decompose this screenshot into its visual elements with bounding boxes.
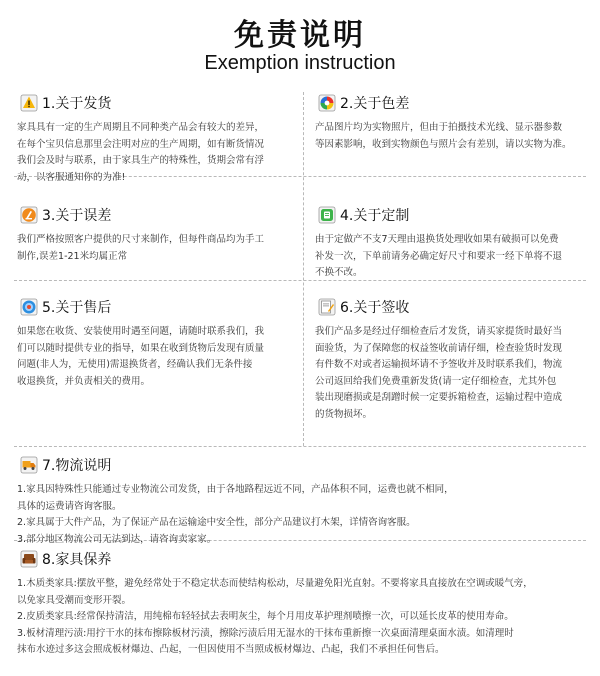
section-text-line: 有件数不对或者运输损坏请不予签收并及时联系我们，物流 (315, 359, 563, 371)
column-divider (303, 92, 304, 446)
section-title: 2.关于色差 (340, 96, 410, 112)
section-furniture-care (14, 546, 590, 659)
row-divider (14, 446, 586, 447)
section-after-sales (14, 294, 302, 390)
section-text-line: 动，以客服通知你的为准! (17, 171, 126, 183)
section-text-line: 面验货，为了保障您的权益签收前请仔细，检查验货时发现 (315, 342, 563, 354)
section-title: 6.关于签收 (340, 300, 410, 316)
section-text-line: 在每个宝贝信息那里会注明对应的生产周期，如有断货情况 (17, 138, 265, 150)
section-text-line: 我们产品多是经过仔细检查后才发货，请买家提货时最好当 (315, 326, 563, 337)
section-color-difference (312, 90, 594, 153)
section-text-line: 制作,误差1-21米均属正常 (17, 250, 128, 262)
section-text-line: 我们严格按照客户提供的尺寸来制作，但每件商品均为手工 (17, 234, 265, 245)
custom-order-icon (318, 206, 336, 224)
section-error-tolerance (14, 202, 302, 265)
section-text-line: 1.木质类家具:摆放平整，避免经常处于不稳定状态而使结构松动，尽量避免阳光直射。不要将家具直接放在空调或暖气旁， (17, 578, 533, 589)
section-title: 5.关于售后 (42, 300, 112, 316)
section-text-line: 3.板材清理污渍:用拧干水的抹布擦除板材污渍，擦除污渍后用无湿水的干抹布重新擦一次桌面清理桌面水渍。如清理时 (17, 627, 514, 639)
section-text-line: 收退换货，并负责相关的费用。 (17, 375, 151, 387)
section-text-line: 抹布水迹过多这会照成板材爆边、凸起，一但因使用不当照成板材爆边、凸起，我们不承担任何售后。 (17, 644, 445, 656)
color-palette-icon (318, 94, 336, 112)
section-text-line: 的货物损坏。 (315, 408, 373, 420)
ruler-icon (20, 206, 38, 224)
section-text-line: 如果您在收货、安装使用时遇至问题，请随时联系我们，我 (17, 326, 265, 337)
section-title: 4.关于定制 (340, 208, 410, 224)
section-text-line: 以免家具受潮而变形开裂。 (17, 594, 132, 606)
section-text-line: 问题(非人为，无使用)需退换货者，经确认我们无条件接 (17, 359, 253, 371)
section-text-line: 公司返回给我们免费重新发货(请一定仔细检查，尤其外包 (315, 375, 557, 387)
section-text-line: 补发一次，下单前请务必确定好尺寸和要求一经下单将不退 (315, 250, 563, 262)
section-title: 1.关于发货 (42, 96, 112, 112)
section-text-line: 由于定做产不支7天理由退换货处理收如果有破损可以免费 (315, 234, 559, 245)
section-title: 3.关于误差 (42, 208, 112, 224)
section-logistics (14, 452, 590, 548)
section-text-line: 1.家具因特殊性只能通过专业物流公司发货，由于各地路程远近不同，产品体积不同，运费也就不相同， (17, 484, 454, 495)
after-sales-icon (20, 298, 38, 316)
section-text-line: 3.部分地区物流公司无法到达，请咨询卖家家。 (17, 533, 217, 545)
section-text-line: 我们会及时与联系，由于家具生产的特殊性，货期会常有浮 (17, 155, 265, 167)
section-text-line: 等因素影响，收到实物颜色与照片会有差别，请以实物为准。 (315, 138, 572, 150)
section-customization (312, 202, 594, 282)
section-title: 8.家具保养 (42, 552, 112, 568)
section-text-line: 具体的运费请咨询客服。 (17, 500, 122, 512)
section-sign-for (312, 294, 594, 424)
section-text-line: 2.皮质类家具:经常保持清洁，用纯棉布轻轻拭去表明灰尘，每个月用皮革护理剂喷擦一次，可以延长皮革的使用寿命。 (17, 611, 514, 623)
sign-receipt-icon (318, 298, 336, 316)
section-text-line: 家具具有一定的生产周期且不同种类产品会有较大的差异， (17, 122, 265, 133)
section-shipping (14, 90, 302, 186)
truck-warning-icon (20, 94, 38, 112)
delivery-truck-icon (20, 456, 38, 474)
section-text-line: 2.家具属于大件产品，为了保证产品在运输途中安全性，部分产品建议打木架，详情咨询客服。 (17, 517, 416, 529)
section-text-line: 装出现磨损或是刮蹭时候一定要拆箱检查，运输过程中造成 (315, 392, 563, 404)
sofa-icon (20, 550, 38, 568)
section-text-line: 们可以随时提供专业的指导，如果在收到货物后发现有质量 (17, 342, 265, 354)
section-text-line: 不换不改。 (315, 267, 363, 279)
section-title: 7.物流说明 (42, 458, 112, 474)
page-title: 免责说明 (234, 18, 366, 53)
page-subtitle: Exemption instruction (204, 52, 396, 74)
section-text-line: 产品图片均为实物照片，但由于拍摄技术光线、显示器参数 (315, 122, 563, 133)
